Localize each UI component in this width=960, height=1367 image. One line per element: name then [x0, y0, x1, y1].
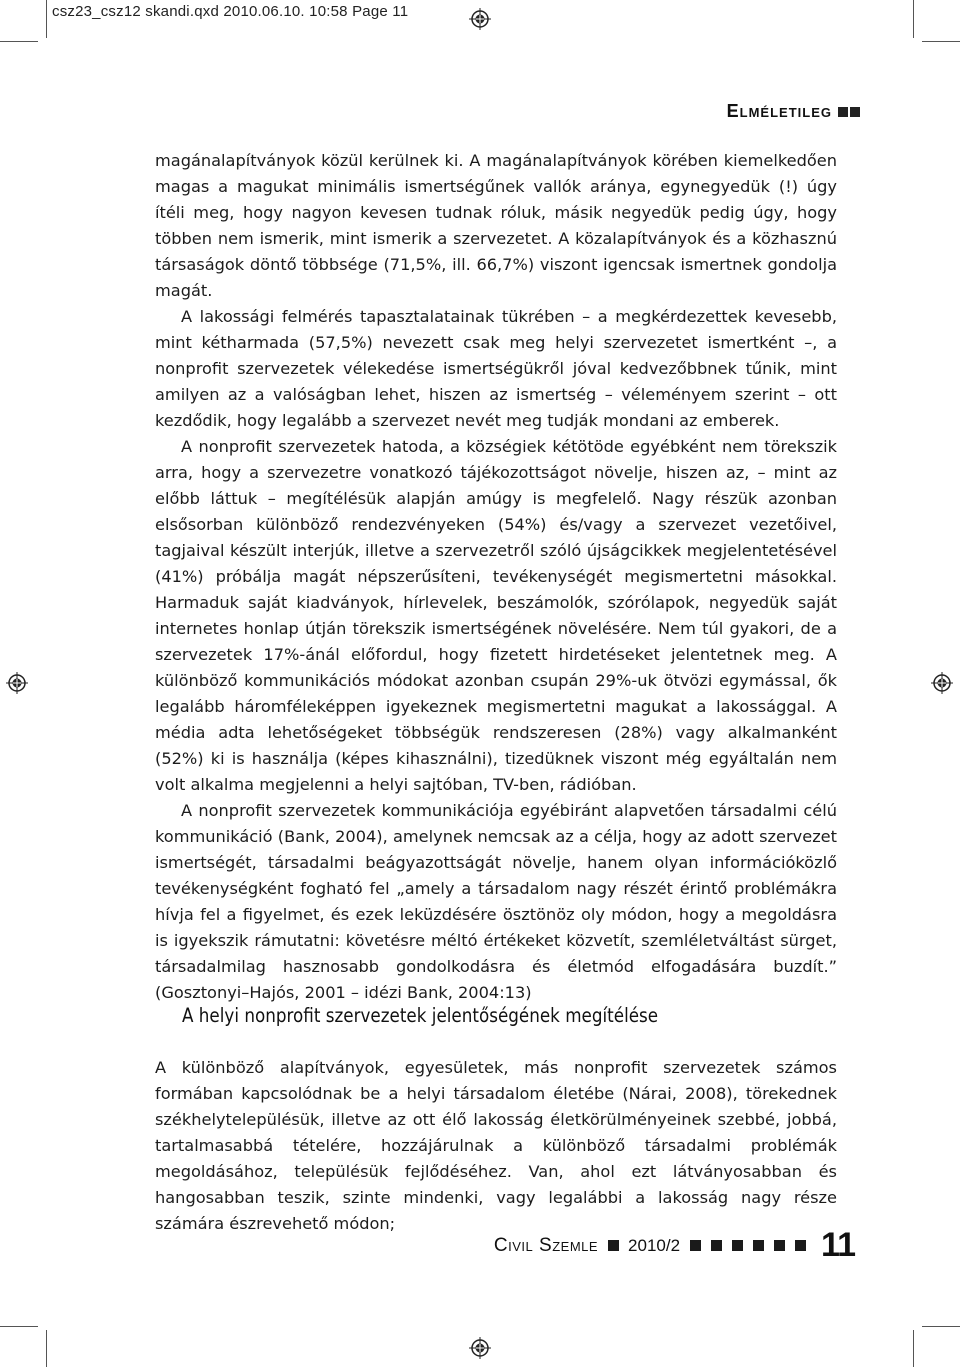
crop-mark	[913, 0, 914, 38]
footer-square-icon	[753, 1240, 764, 1251]
crop-mark	[0, 41, 38, 42]
registration-mark-icon	[6, 672, 28, 694]
section-heading: A helyi nonprofit szervezetek jelentőségének megítélése	[182, 1004, 659, 1027]
footer-square-icon	[711, 1240, 722, 1251]
footer-square-icon	[690, 1240, 701, 1251]
header-square-icon	[838, 107, 848, 117]
page-number: 11	[821, 1226, 855, 1264]
journal-title: Civil Szemle	[493, 1234, 599, 1256]
paragraph: A különböző alapítványok, egyesületek, más nonprofit szervezetek számos formában kapcsolódnak be a helyi társadalom életébe (Nárai, 2008), törekednek székhelytelepülésük, illetve az ott élő lakosság életkörülményeinek szebbé, jobbá, tartalmasabbá tételére, hozzájárulnak a különböző társadalmi problémák megoldásához, településük fejlődéséhez. Van, ahol ezt látványosabban és hangosabban teszik, szinte mindenki, vagy legalábbi a lakosság nagy része számára észrevehető módon;	[155, 1058, 837, 1233]
section-body	[155, 1055, 837, 1237]
section-label: Elméletileg	[726, 101, 832, 121]
registration-mark-icon	[469, 1337, 491, 1359]
print-slug: csz23_csz12 skandi.qxd 2010.06.10. 10:58 Page 11	[52, 3, 409, 20]
footer-square-icon	[795, 1240, 806, 1251]
paragraph: A lakossági felmérés tapasztalatainak tükrében – a megkérdezettek kevesebb, mint kétharmada (57,5%) nevezett csak meg helyi szervezetet ismertként –, a nonprofit szervezetek vélekedése ismertségükről jóval kedvezőbbnek tűnik, mint amilyen az a valóságban lehet, hiszen az ismertség – véleményem szerint – ott kezdődik, hogy legalább a szervezet nevét meg tudják mondani az emberek.	[155, 307, 837, 430]
issue-label: 2010/2	[628, 1235, 681, 1255]
registration-mark-icon	[469, 8, 491, 30]
header-square-icon	[850, 107, 860, 117]
article-body	[155, 148, 837, 1006]
crop-mark	[46, 0, 47, 38]
crop-mark	[913, 1330, 914, 1367]
paragraph: A nonprofit szervezetek kommunikációja egyébiránt alapvetően társadalmi célú kommunikáció (Bank, 2004), amelynek nemcsak az a célja, hogy az adott szervezet ismertségét, társadalmi beágyazottságát növelje, hanem olyan információközlő tevékenységként fogható fel „amely a társadalom nagy részét érintő problémákra hívja fel a figyelmet, és ezek leküzdésére ösztönöz oly módon, hogy a megoldásra is igyekszik rámutatni: követésre méltó értékeket közvetít, szemléletváltást sürget, társadalmilag hasznosabb gondolkodásra és életmód elfogadására buzdít.” (Gosztonyi–Hajós, 2001 – idézi Bank, 2004:13)	[155, 801, 837, 1002]
crop-mark	[0, 1326, 38, 1327]
running-header	[727, 101, 860, 122]
paragraph: A nonprofit szervezetek hatoda, a községiek kétötöde egyébként nem törekszik arra, hogy a szervezetre vonatkozó tájékozottságot növelje, hiszen az, – mint az előbb láttuk – megítélésük alapján amúgy is megfelelő. Nagy részük azonban elsősorban különböző rendezvényeken (54%) és/vagy a szervezet vezetőivel, tagjaival készült interjúk, illetve a szervezetről szóló újságcikkek megjelentetésével (41%) próbálja magát népszerűsíteni, tevékenységét megismertetni másokkal. Harmaduk saját kiadványok, hírlevelek, beszámolók, szórólapok, negyedük saját internetes honlap útján törekszik ismertségének növelésére. Nem túl gyakori, de a szervezetek 17%-ánál előfordul, hogy fizetett hirdetéseket jelentetnek meg. A különböző kommunikációs módokat azonban csupán 29%-uk ötvözi egymással, ők legalább háromféleképpen igyekeznek megismertetni magukat a lakossággal. A média adta lehetőségeket többségük rendszeresen (28%) vagy alkalmanként (52%) ki is használja (képes kihasználni), tizedüknek viszont még egyáltalán nem volt alkalma megjelenni a helyi sajtóban, TV-ben, rádióban.	[155, 437, 837, 794]
footer-square-icon	[774, 1240, 785, 1251]
crop-mark	[922, 1326, 960, 1327]
registration-mark-icon	[931, 672, 953, 694]
crop-mark	[46, 1330, 47, 1367]
paragraph: magánalapítványok közül kerülnek ki. A magánalapítványok körében kiemelkedően magas a magukat minimális ismertségűnek vallók aránya, egynegyedük (!) úgy ítéli meg, hogy nagyon kevesen tudnak róluk, másik negyedük pedig úgy, hogy többen nem ismerik, mint ismerik a szervezetet. A közalapítványok és a közhasznú társaságok döntő többsége (71,5%, ill. 66,7%) viszont igencsak ismertnek gondolja magát.	[155, 151, 837, 300]
footer-square-icon	[608, 1240, 619, 1251]
crop-mark	[922, 41, 960, 42]
footer-square-icon	[732, 1240, 743, 1251]
page-footer	[494, 1226, 855, 1265]
